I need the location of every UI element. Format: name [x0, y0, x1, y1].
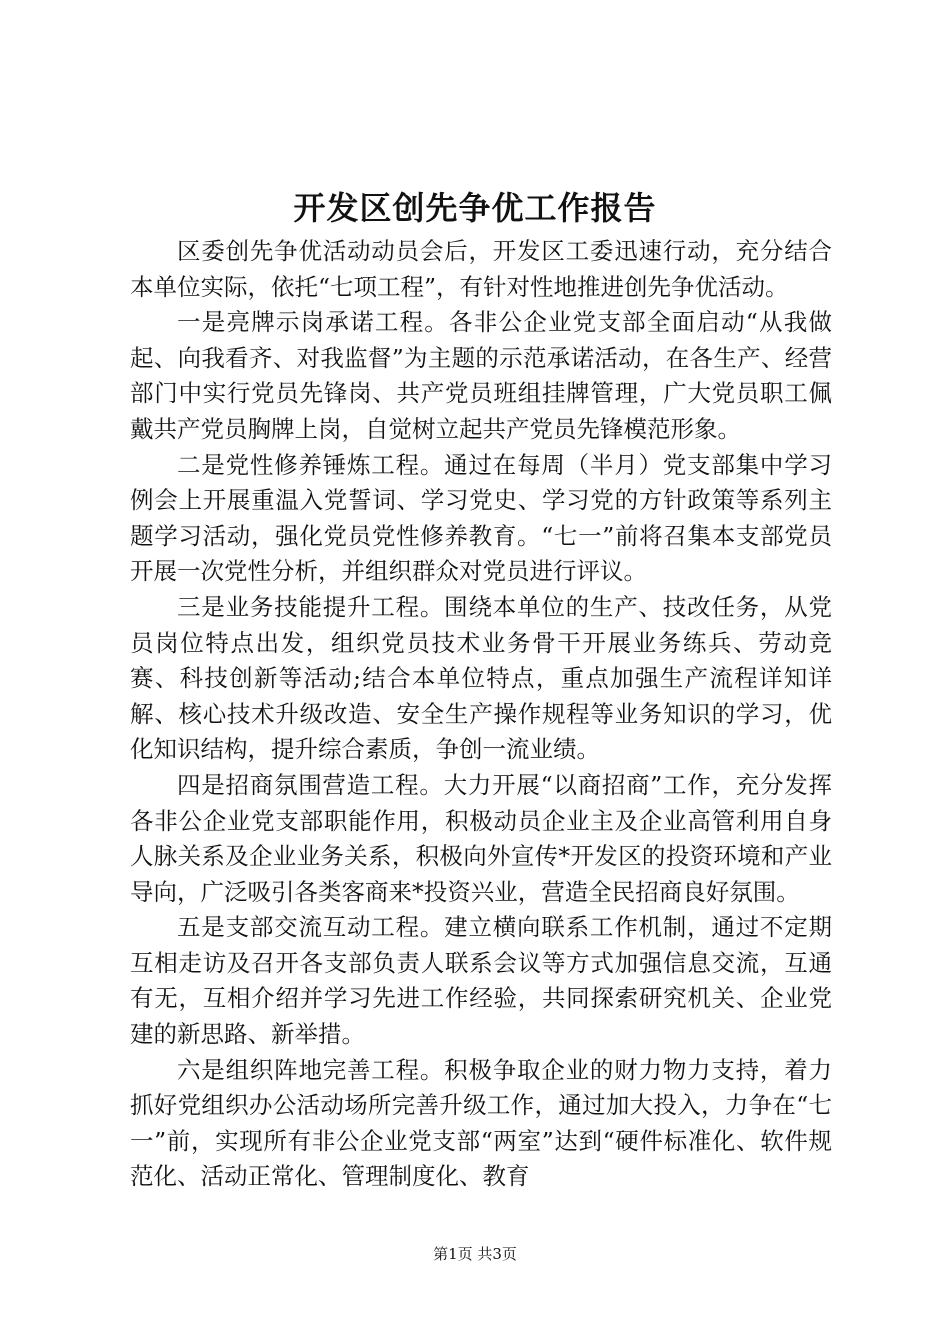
paragraph-project-2: 二是党性修养锤炼工程。通过在每周（半月）党支部集中学习例会上开展重温入党誓词、学习党史、学习党的方针政策等系列主题学习活动，强化党员党性修养教育。“七一”前将召集本支部党员开展一次党性分析，并组织群众对党员进行评议。 [130, 450, 832, 586]
paragraph-project-4: 四是招商氛围营造工程。大力开展“以商招商”工作，充分发挥各非公企业党支部职能作用，积极动员企业主及企业高管利用自身人脉关系及企业业务关系，积极向外宣传*开发区的投资环境和产业导向，广泛吸引各类客商来*投资兴业，营造全民招商良好氛围。 [130, 770, 832, 906]
document-body [130, 234, 832, 1195]
paragraph-project-6: 六是组织阵地完善工程。积极争取企业的财力物力支持，着力抓好党组织办公活动场所完善升级工作，通过加大投入，力争在“七一”前，实现所有非公企业党支部“两室”达到“硬件标准化、软件规范化、活动正常化、管理制度化、教育 [130, 1055, 832, 1191]
paragraph-project-1: 一是亮牌示岗承诺工程。各非公企业党支部全面启动“从我做起、向我看齐、对我监督”为主题的示范承诺活动，在各生产、经营部门中实行党员先锋岗、共产党员班组挂牌管理，广大党员职工佩戴共产党员胸牌上岗，自觉树立起共产党员先锋模范形象。 [130, 308, 832, 443]
paragraph-project-3: 三是业务技能提升工程。围绕本单位的生产、技改任务，从党员岗位特点出发，组织党员技术业务骨干开展业务练兵、劳动竞赛、科技创新等活动;结合本单位特点，重点加强生产流程详知详解、核心技术升级改造、安全生产操作规程等业务知识的学习，优化知识结构，提升综合素质，争创一流业绩。 [130, 592, 832, 764]
paragraph-intro: 区委创先争优活动动员会后，开发区工委迅速行动，充分结合本单位实际，依托“七项工程”，有针对性地推进创先争优活动。 [130, 237, 832, 301]
page-footer: 第1页 共3页 [433, 1245, 517, 1263]
paragraph-project-5: 五是支部交流互动工程。建立横向联系工作机制，通过不定期互相走访及召开各支部负责人联系会议等方式加强信息交流，互通有无，互相介绍并学习先进工作经验，共同探索研究机关、企业党建的新思路、新举措。 [130, 913, 832, 1049]
document-title: 开发区创先争优工作报告 [293, 189, 657, 227]
